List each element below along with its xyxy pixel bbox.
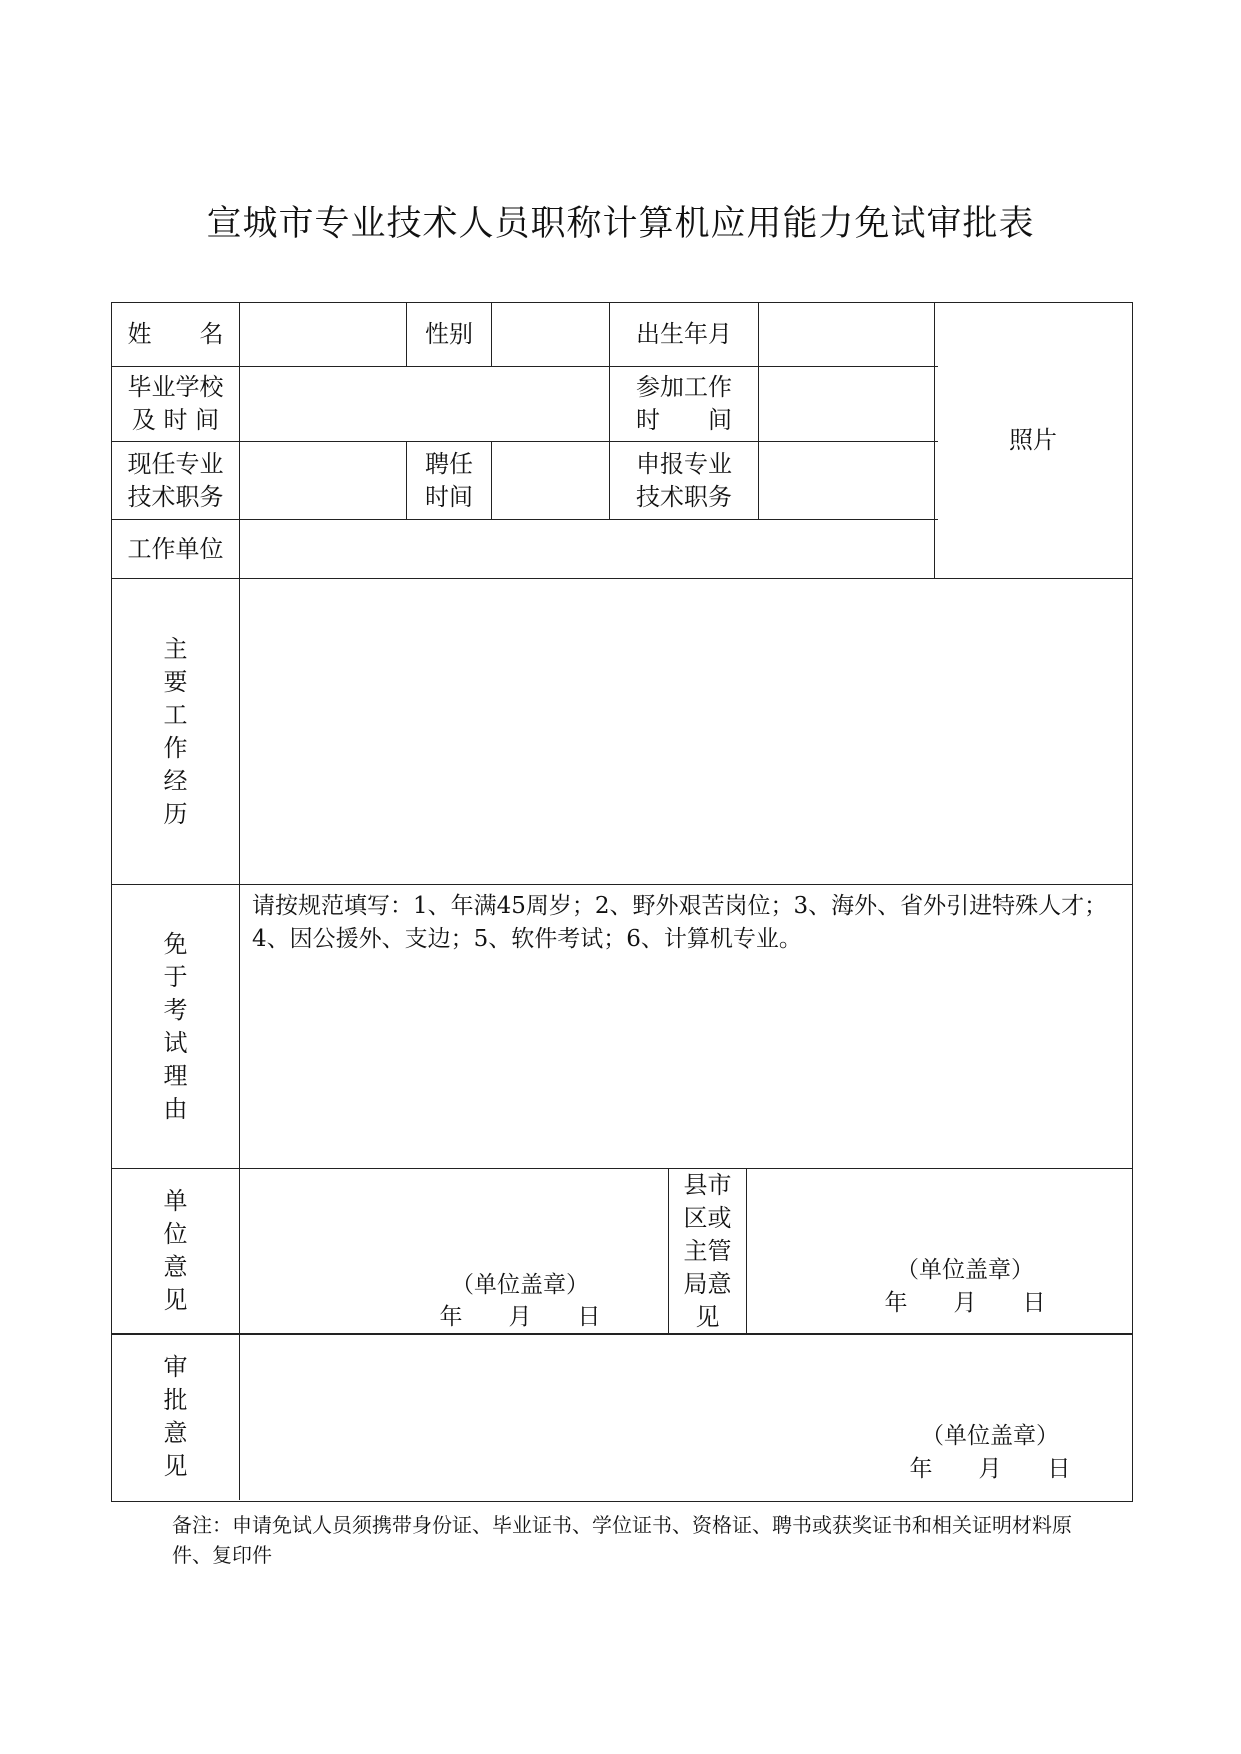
county-date-label: 年 月 日	[884, 1290, 1046, 1316]
unit-seal-label: （单位盖章）	[451, 1272, 589, 1298]
exempt-reason-label: 免 于 考 试 理 由	[163, 929, 188, 1123]
current-title-label: 现任专业 技术职务	[127, 449, 224, 511]
row-divider	[111, 1168, 1132, 1169]
appoint-time-label: 聘任 时间	[425, 449, 473, 511]
school-label: 毕业学校 及 时 间	[127, 373, 224, 434]
unit-date-label: 年 月 日	[439, 1304, 601, 1330]
footnote: 备注：申请免试人员须携带身份证、毕业证书、学位证书、资格证、聘书或获奖证书和相关证明材料原件、复印件	[172, 1513, 1072, 1567]
county-opinion-label: 县市 区或 主管 局意 见	[683, 1170, 732, 1331]
gender-field[interactable]	[492, 303, 609, 366]
birth-field[interactable]	[759, 303, 934, 366]
employer-field[interactable]	[240, 520, 934, 578]
row-divider	[111, 1333, 1132, 1335]
work-start-field[interactable]	[759, 367, 934, 441]
name-label: 姓 名	[127, 320, 224, 348]
apply-title-field[interactable]	[759, 442, 934, 519]
exempt-reason-instruction[interactable]: 请按规范填写：1、年满45周岁；2、野外艰苦岗位；3、海外、省外引进特殊人才；4、因公援外、支边；5、软件考试；6、计算机专业。	[252, 893, 1108, 952]
form-title: 宣城市专业技术人员职称计算机应用能力免试审批表	[206, 204, 1035, 244]
experience-label: 主 要 工 作 经 历	[163, 634, 188, 828]
gender-label: 性别	[425, 320, 473, 348]
school-field[interactable]	[240, 367, 609, 441]
name-field[interactable]	[240, 303, 406, 366]
current-title-field[interactable]	[240, 442, 406, 519]
appoint-time-field[interactable]	[492, 442, 609, 519]
work-start-label: 参加工作 时 间	[636, 373, 732, 434]
apply-title-label: 申报专业 技术职务	[636, 449, 732, 511]
unit-opinion-label: 单 位 意 见	[163, 1187, 188, 1314]
approval-date-label: 年 月 日	[909, 1456, 1071, 1482]
birth-label: 出生年月	[636, 320, 732, 348]
row-divider	[111, 884, 1132, 885]
approval-seal-label: （单位盖章）	[921, 1423, 1059, 1449]
approval-opinion-label: 审 批 意 见	[163, 1353, 188, 1480]
employer-label: 工作单位	[127, 534, 224, 563]
photo-box[interactable]: 照片	[1009, 426, 1057, 454]
county-seal-label: （单位盖章）	[896, 1257, 1034, 1283]
experience-field[interactable]	[240, 579, 1131, 884]
col-divider	[746, 1168, 747, 1333]
